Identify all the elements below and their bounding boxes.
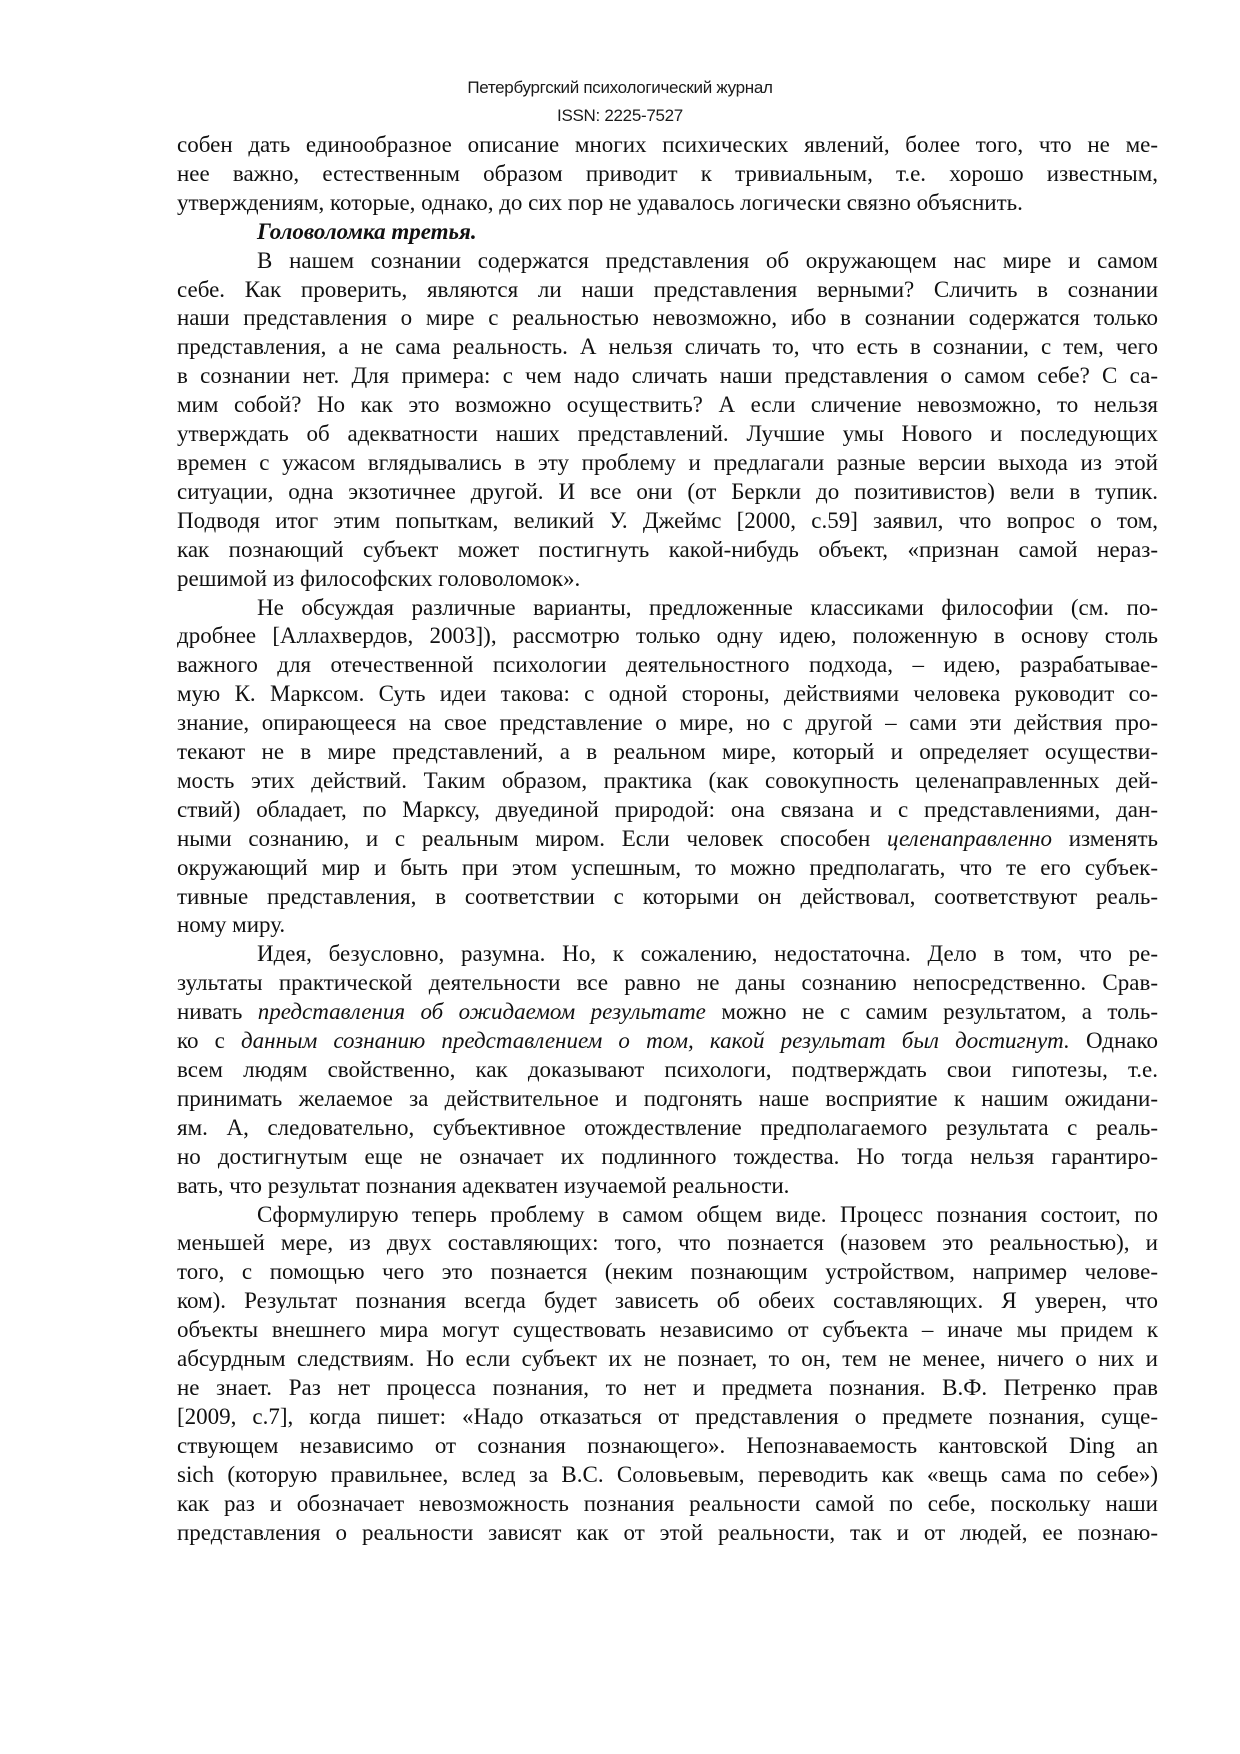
text-line: в сознании нет. Для примера: с чем надо сличать наши представления о самом себе? С са-: [177, 363, 1158, 389]
text-line: знание, опирающееся на свое представление о мире, но с другой – сами эти действия про-: [177, 710, 1158, 736]
text-line: важного для отечественной психологии деятельностного подхода, – идею, разрабатывае-: [177, 652, 1158, 678]
text-line: мость этих действий. Таким образом, практика (как совокупность целенаправленных дей-: [177, 767, 1158, 793]
text-run: Однако: [1069, 1028, 1158, 1054]
text-line: но достигнутым еще не означает их подлинного тождества. Но тогда нельзя гарантиро-: [177, 1143, 1158, 1169]
text-line: [177, 998, 1158, 1027]
text-line: ситуации, одна экзотичнее другой. И все они (от Беркли до позитивистов) вели в тупик.: [177, 478, 1158, 504]
emphasis: данным сознанию представлением о том, какой результат был достигнут.: [241, 1028, 1070, 1054]
text-line: всем людям свойственно, как доказывают психологи, подтверждать свои гипотезы, т.е.: [177, 1057, 1158, 1082]
text-line: текают не в мире представлений, а в реальном мире, который и определяет осуществи-: [177, 739, 1158, 765]
text-line: утверждать об адекватности наших представлений. Лучшие умы Нового и последующих: [177, 421, 1158, 447]
text-line: мим собой? Но как это возможно осуществить? А если сличение невозможно, то нельзя: [177, 392, 1158, 418]
paragraph: [177, 594, 1158, 941]
paragraph: [177, 247, 1158, 594]
text-line: нее важно, естественным образом приводит к тривиальным, т.е. хорошо известным,: [177, 160, 1158, 186]
text-run: ными сознанию, и с реальным миром. Если человек способен: [177, 825, 887, 851]
text-line: ком). Результат познания всегда будет зависеть об обеих составляющих. Я уверен, что: [177, 1288, 1158, 1314]
text-line: меньшей мере, из двух составляющих: того, что познается (назовем это реальностью), и: [177, 1230, 1158, 1256]
article-body: [177, 131, 1158, 1547]
section-heading: Головоломка третья.: [257, 218, 477, 244]
issn: ISSN: 2225-7527: [557, 106, 683, 125]
text-line: дробнее [Аллахвердов, 2003]), рассмотрю только одну идею, положенную в основу столь: [177, 623, 1158, 649]
text-line: представления о реальности зависят как от этой реальности, так и от людей, ее познаю-: [177, 1519, 1158, 1545]
text-line: Подводя итог этим попыткам, великий У. Джеймс [2000, с.59] заявил, что вопрос о том,: [177, 507, 1158, 533]
text-line: [2009, с.7], когда пишет: «Надо отказаться от представления о предмете познания, суще-: [177, 1403, 1158, 1429]
text-line: ному миру.: [177, 912, 286, 938]
emphasis: целенаправленно: [886, 825, 1053, 851]
text-line: окружающий мир и быть при этом успешным, то можно предполагать, что те его субъек-: [177, 854, 1158, 880]
text-line: абсурдным следствиям. Но если субъект их не познает, то он, тем не менее, ничего о них и: [177, 1346, 1158, 1372]
text-line: тивные представления, в соответствии с которыми он действовал, соответствуют реаль-: [177, 883, 1158, 909]
text-run: можно не с самим результатом, а толь-: [705, 999, 1158, 1025]
text-line: вать, что результат познания адекватен изучаемой реальности.: [177, 1172, 790, 1198]
text-run: ко с: [177, 1028, 242, 1054]
text-line: [177, 1027, 1158, 1056]
text-line: ям. А, следовательно, субъективное отождествление предполагаемого результата с реаль-: [177, 1114, 1158, 1140]
text-line: решимой из философских головоломок».: [177, 565, 581, 591]
text-line: ствий) обладает, по Марксу, двуединой природой: она связана и с представлениями, дан-: [177, 796, 1158, 822]
paragraph: [177, 940, 1158, 1200]
text-line: мую К. Марксом. Суть идеи такова: с одной стороны, действиями человека руководит со-: [177, 681, 1158, 707]
text-line: принимать желаемое за действительное и подгонять наше восприятие к нашим ожидани-: [177, 1085, 1158, 1111]
text-line: объекты внешнего мира могут существовать независимо от субъекта – иначе мы придем к: [177, 1317, 1158, 1343]
text-line: представления, а не сама реальность. А нельзя сличать то, что есть в сознании, с тем, чего: [177, 334, 1158, 360]
text-line: Идея, безусловно, разумна. Но, к сожалению, недостаточна. Дело в том, что ре-: [257, 941, 1158, 967]
text-line: sich (которую правильнее, вслед за В.С. Соловьевым, переводить как «вещь сама по себе»): [177, 1461, 1158, 1487]
text-line: утверждениям, которые, однако, до сих пор не удавалось логически связно объяснить.: [177, 189, 1023, 215]
text-line: В нашем сознании содержатся представления об окружающем нас мире и самом: [257, 247, 1158, 273]
text-line: Сформулирую теперь проблему в самом общем виде. Процесс познания состоит, по: [257, 1201, 1158, 1227]
text-line: не знает. Раз нет процесса познания, то нет и предмета познания. В.Ф. Петренко прав: [177, 1374, 1158, 1400]
text-line: собен дать единообразное описание многих психических явлений, более того, что не ме-: [177, 132, 1158, 157]
text-line: ствующем независимо от сознания познающего». Непознаваемость кантовской Ding an: [177, 1432, 1158, 1458]
text-line: Не обсуждая различные варианты, предложенные классиками философии (см. по-: [257, 594, 1158, 620]
paragraph: [177, 131, 1158, 218]
text-line: времен с ужасом вглядывались в эту проблему и предлагали разные версии выхода из этой: [177, 449, 1158, 475]
text-line: как раз и обозначает невозможность познания реальности самой по себе, поскольку наши: [177, 1490, 1158, 1516]
journal-title: Петербургский психологический журнал: [467, 78, 773, 97]
running-header: [0, 74, 1240, 130]
text-line: [177, 825, 1158, 854]
paragraph: [177, 1201, 1158, 1548]
text-line: наши представления о мире с реальностью невозможно, ибо в сознании содержатся только: [177, 305, 1158, 331]
text-line: как познающий субъект может постигнуть какой-нибудь объект, «признан самой нераз-: [177, 536, 1158, 562]
text-run: нивать: [177, 999, 258, 1025]
text-line: себе. Как проверить, являются ли наши представления верными? Сличить в сознании: [177, 276, 1158, 302]
text-line: зультаты практической деятельности все равно не даны сознанию непосредственно. Срав-: [177, 970, 1158, 996]
text-run: изменять: [1052, 825, 1158, 851]
emphasis: представления об ожидаемом результате: [257, 999, 706, 1025]
text-line: того, с помощью чего это познается (неким познающим устройством, например челове-: [177, 1259, 1158, 1285]
